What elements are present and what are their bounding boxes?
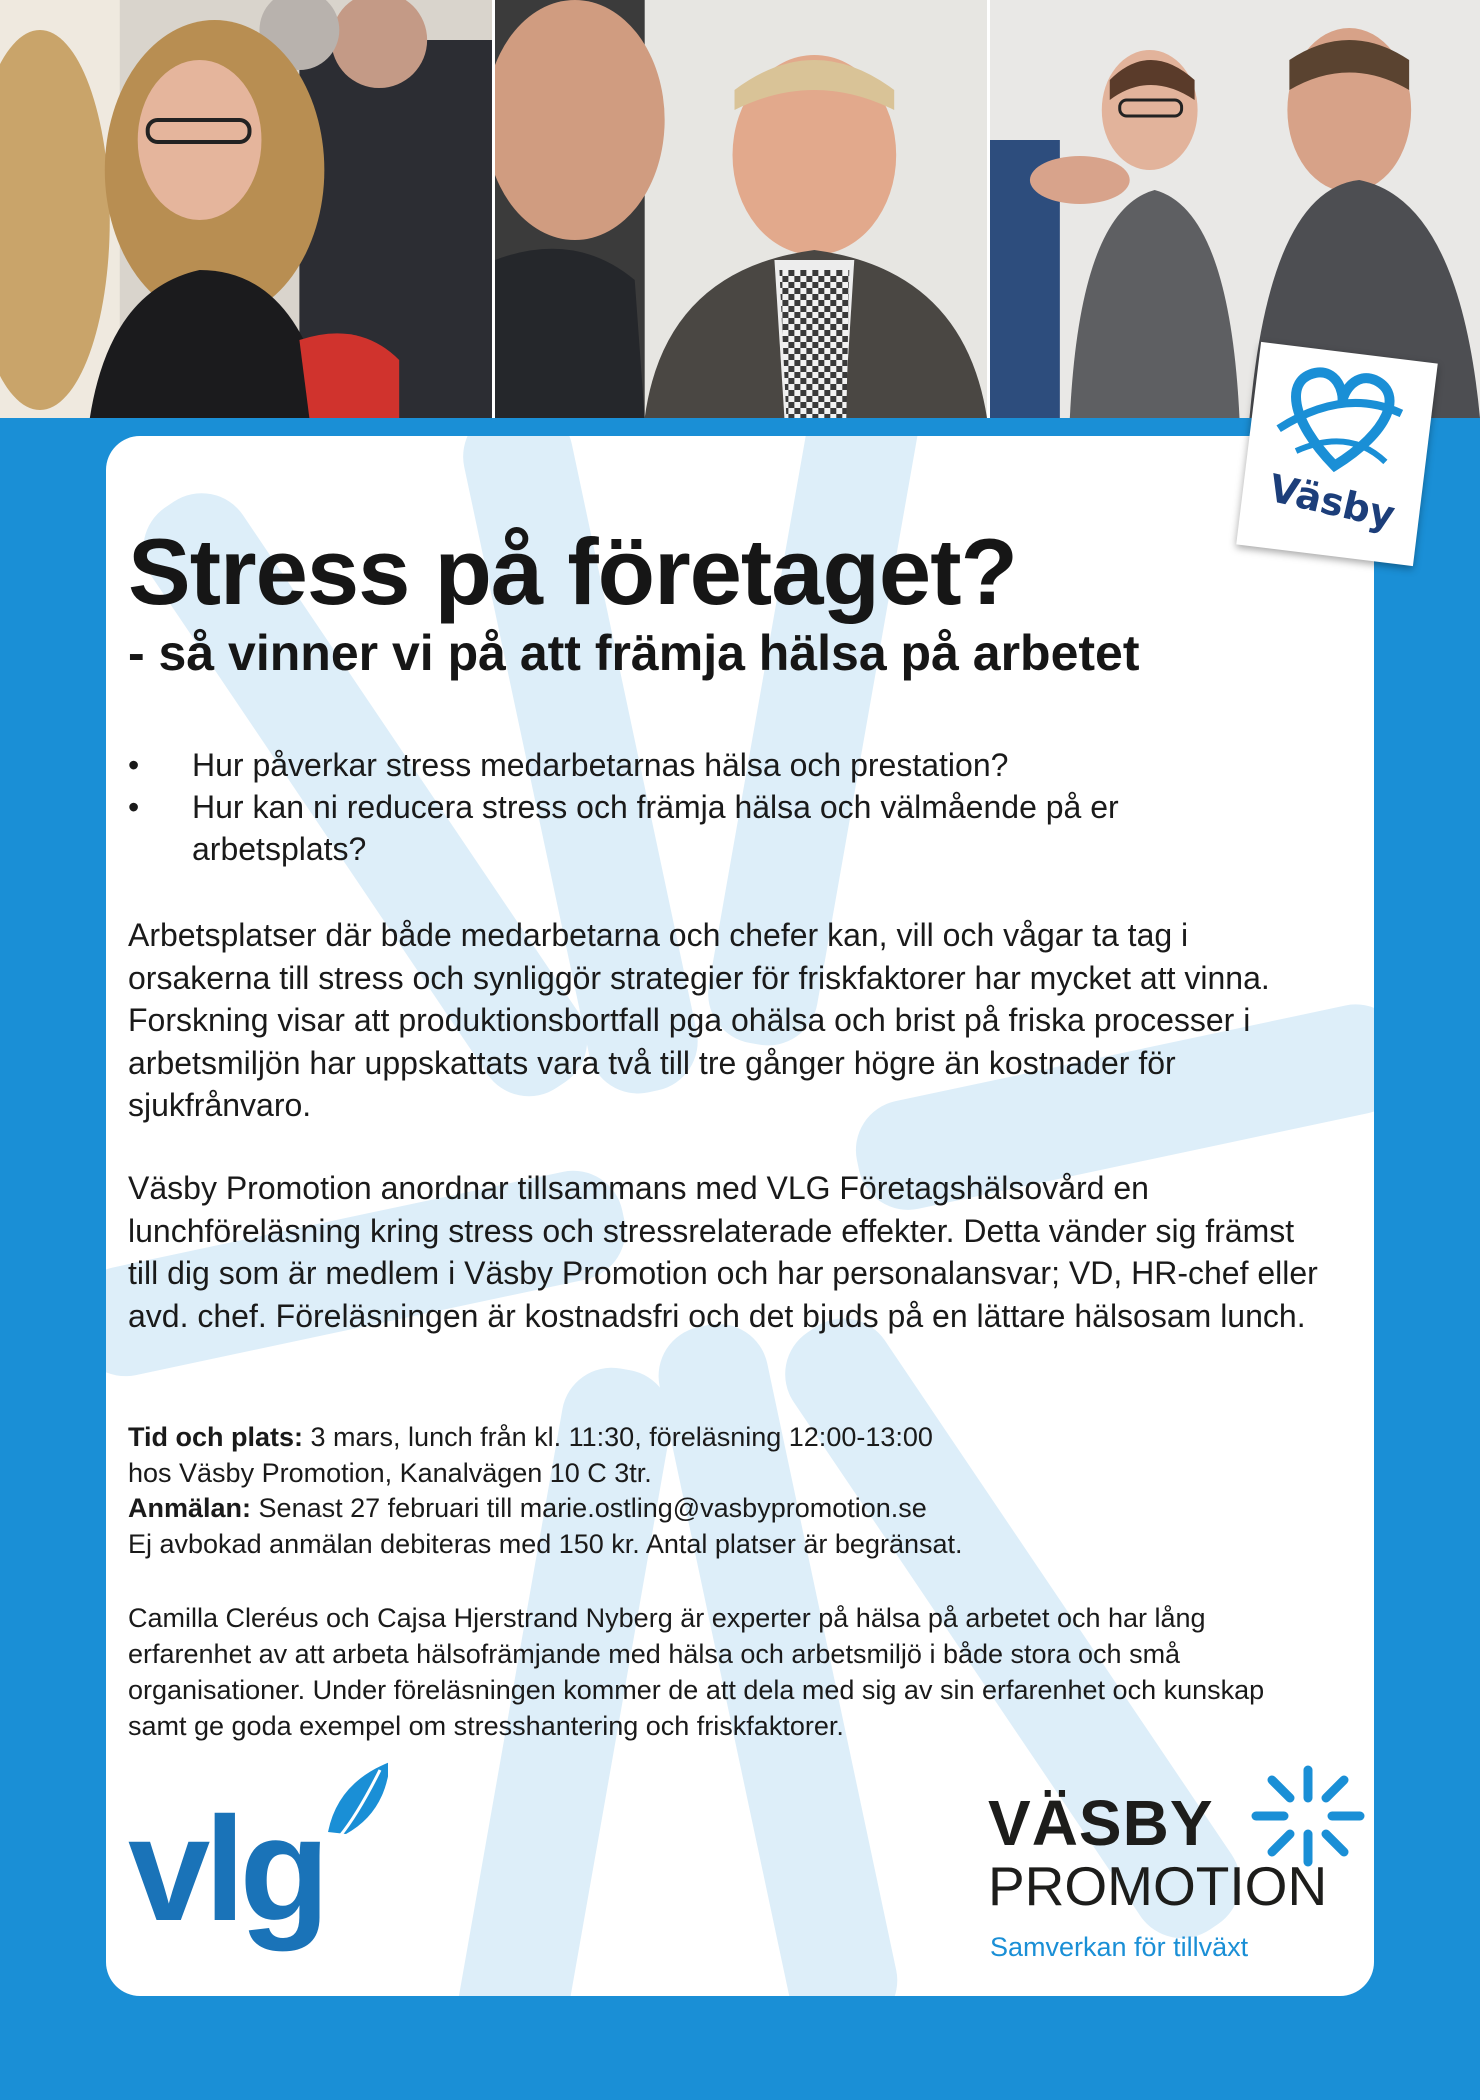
snowflake-icon: [1250, 1764, 1366, 1868]
page-subtitle: - så vinner vi på att främja hälsa på arbetet: [128, 625, 1140, 681]
signup-value: Senast 27 februari till marie.ostling@vasbypromotion.se: [258, 1493, 927, 1523]
signup-line: [128, 1491, 1328, 1527]
time-value: 3 mars, lunch från kl. 11:30, föreläsning 12:00-13:00: [310, 1422, 933, 1452]
cancellation-note: Ej avbokad anmälan debiteras med 150 kr. Antal platser är begränsat.: [128, 1528, 963, 1559]
list-item: [128, 786, 1288, 870]
photo-smiling-man: [492, 0, 990, 418]
page-title: Stress på företaget?: [128, 519, 1017, 624]
vasby-sticker: [1236, 342, 1438, 566]
location-line: hos Väsby Promotion, Kanalvägen 10 C 3tr.: [128, 1457, 652, 1488]
vlg-logo-text: vlg: [128, 1787, 324, 1952]
event-info: [128, 1420, 1328, 1562]
intro-paragraph: Arbetsplatser där både medarbetarna och chefer kan, vill och vågar ta tag i orsakerna till stress och synliggör strategier för friskfaktorer har mycket att vinna. Forskning visar att produktionsbortfall pga ohälsa och brist på friska processer i arbetsmiljön har uppskattats vara två till tre gånger högre än kostnader för sjukfrånvaro.: [128, 917, 1270, 1123]
list-item-text: Hur påverkar stress medarbetarnas hälsa och prestation?: [192, 747, 1009, 783]
list-item-text: Hur kan ni reducera stress och främja hälsa och välmående på er arbetsplats?: [192, 789, 1119, 867]
photo-woman-with-glasses: [0, 0, 492, 418]
event-paragraph: Väsby Promotion anordnar tillsammans med VLG Företagshälsovård en lunchföreläsning kring stress och stressrelaterade effekter. Detta vänder sig främst till dig som är medlem i Väsby Promotion och har personalansvar; VD, HR-chef eller avd. chef. Föreläsningen är kostnadsfri och det bjuds på en lättare hälsosam lunch.: [128, 1170, 1318, 1334]
bullet-icon: •: [128, 747, 140, 783]
time-label: Tid och plats:: [128, 1422, 304, 1452]
vasby-promotion-tagline: Samverkan för tillväxt: [990, 1932, 1249, 1962]
sticker-label: Väsby: [1264, 465, 1400, 538]
time-place-line: [128, 1420, 1328, 1456]
bullet-icon: •: [128, 789, 140, 825]
heart-knot-icon: [1264, 358, 1416, 484]
vasby-promotion-line2: PROMOTION: [988, 1855, 1328, 1917]
photo-strip: [0, 0, 1480, 418]
photo-conversation: [990, 0, 1480, 418]
content-card: [106, 436, 1374, 1996]
vasby-promotion-line1: VÄSBY: [988, 1787, 1214, 1859]
vlg-logo: [128, 1762, 388, 1972]
vasby-promotion-logo: [988, 1764, 1368, 1974]
experts-paragraph: Camilla Cleréus och Cajsa Hjerstrand Nyberg är experter på hälsa på arbetet och har lång erfarenhet av att arbeta hälsofrämjande med hälsa och arbetsmiljö i både stora och små organisationer. Under föreläsningen kommer de att dela med sig av sin erfarenhet och kunskap samt ge goda exempel om stresshantering och friskfaktorer.: [128, 1603, 1265, 1741]
question-list: [128, 744, 1288, 870]
list-item: [128, 744, 1288, 786]
signup-label: Anmälan:: [128, 1493, 252, 1523]
